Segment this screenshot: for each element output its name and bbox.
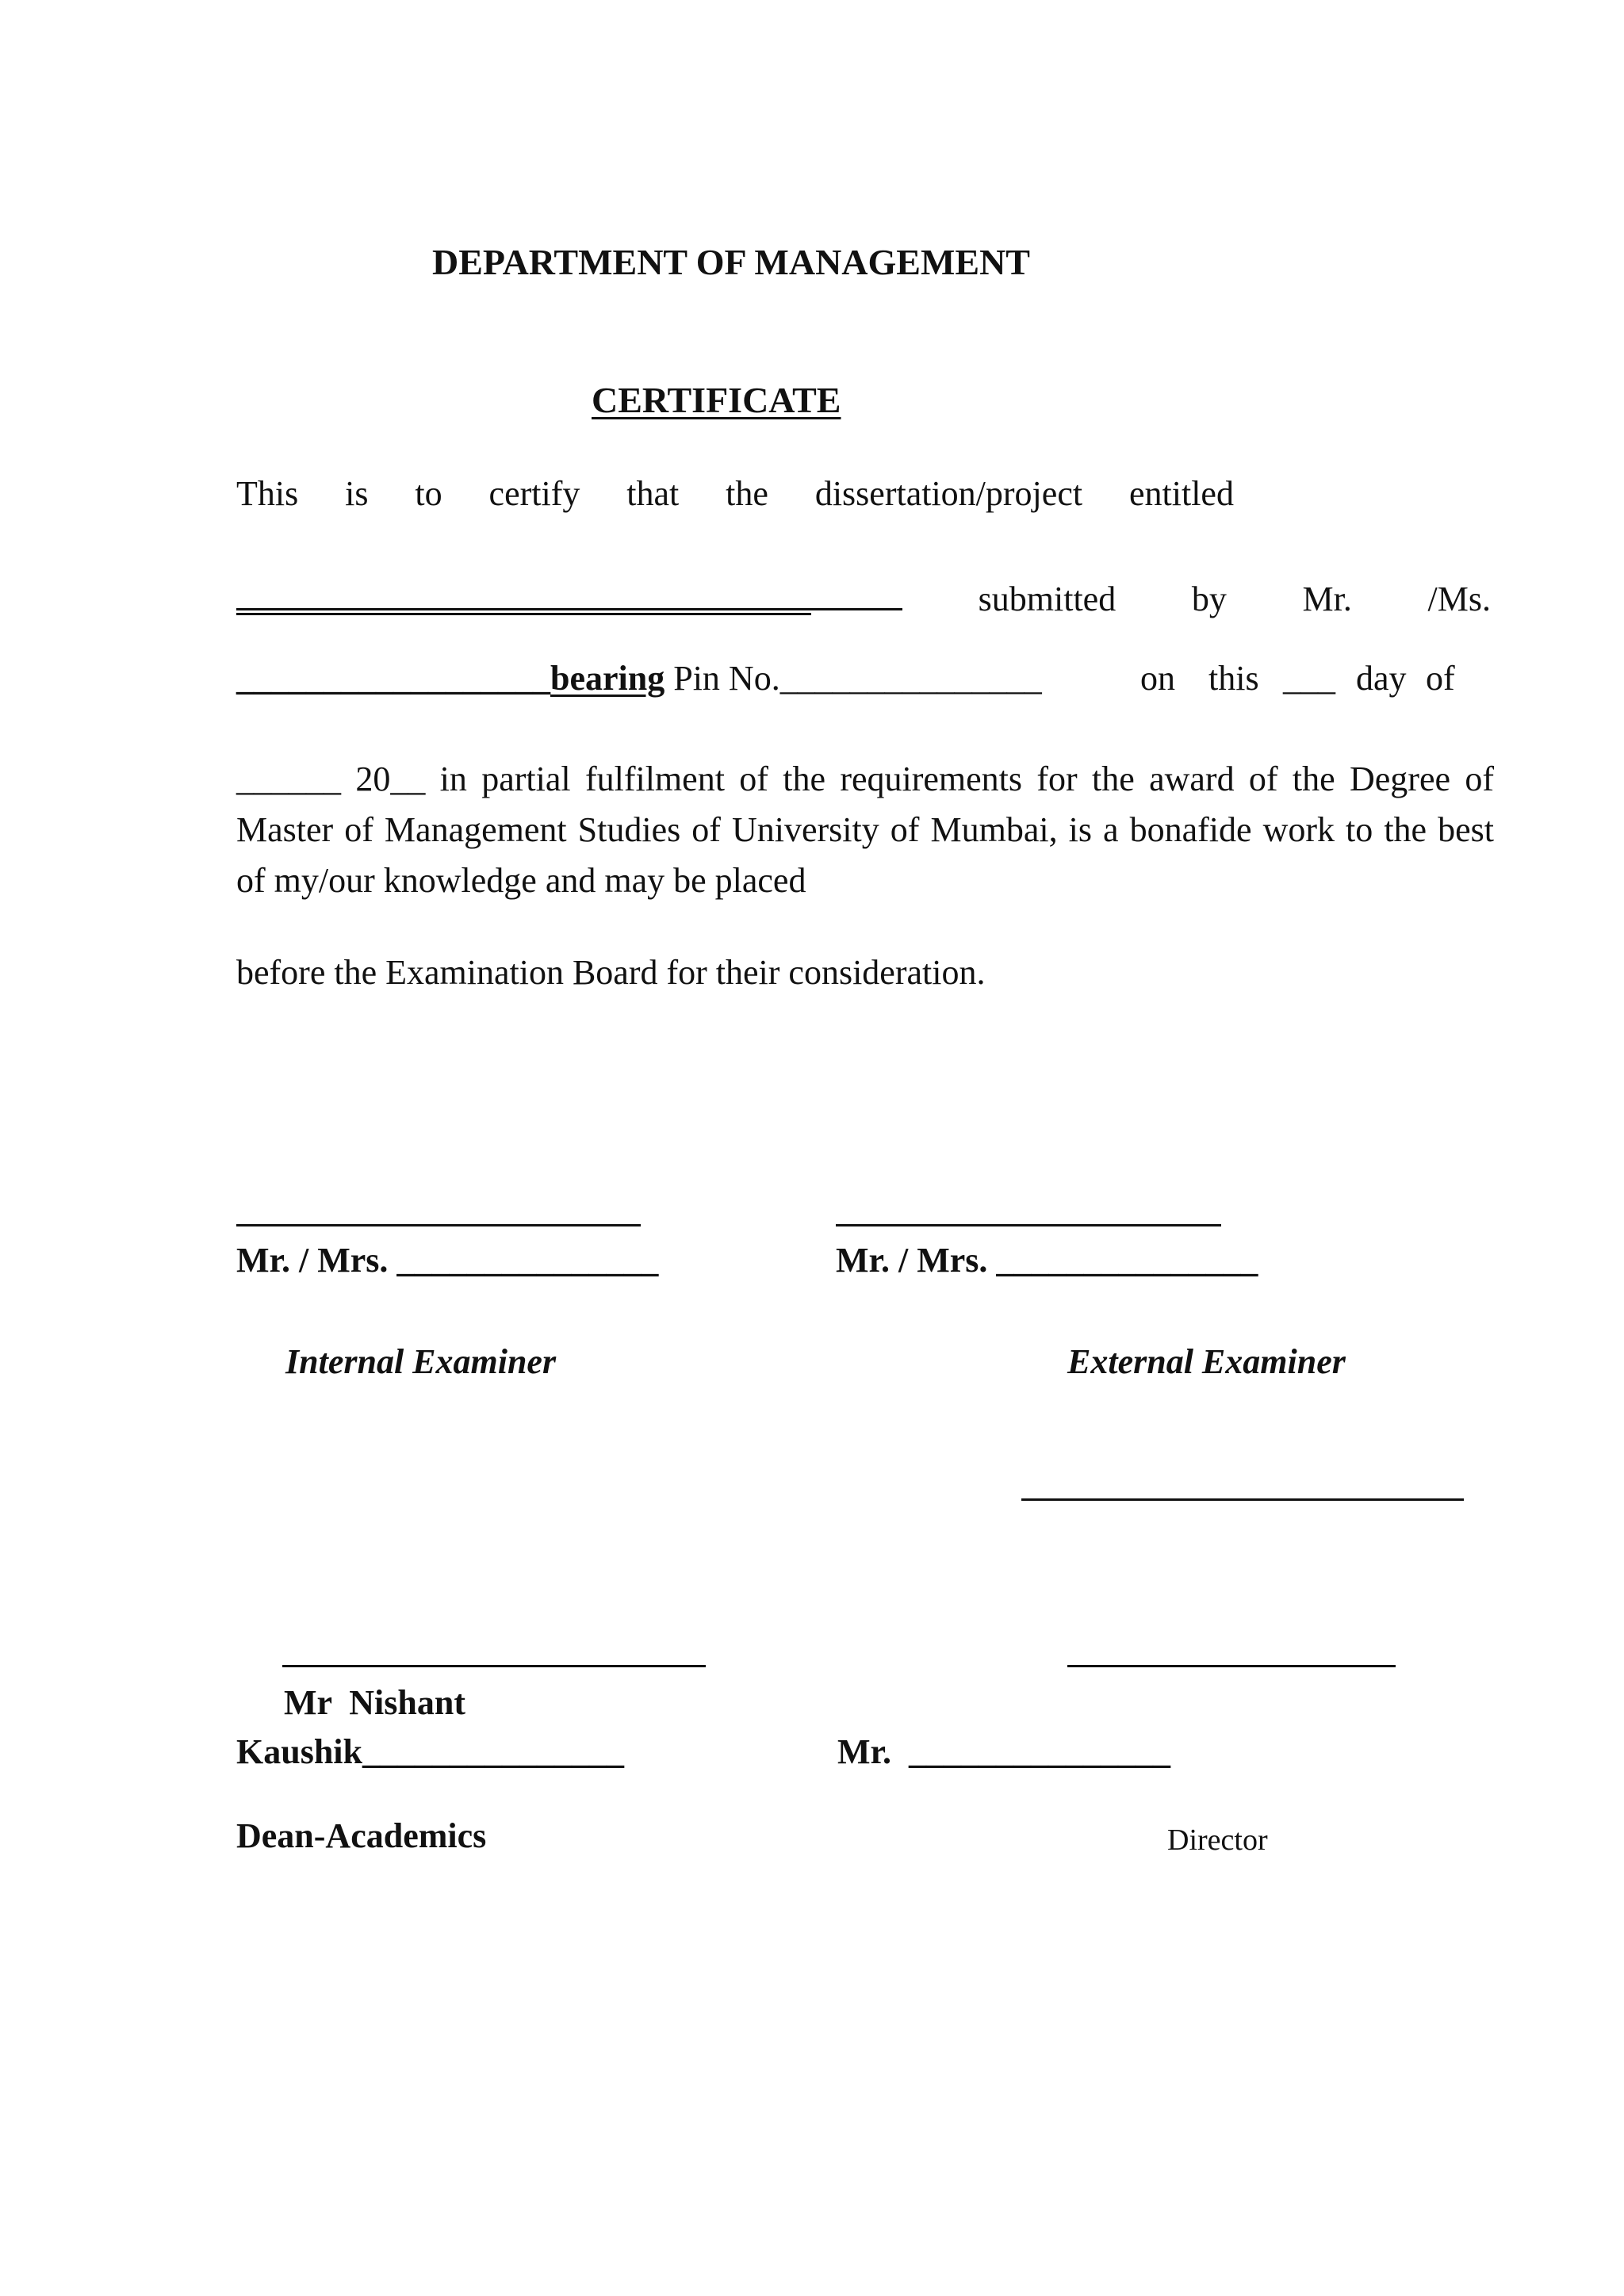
- external-signature-line: [836, 1224, 1221, 1226]
- dean-role: Dean-Academics: [236, 1816, 487, 1855]
- word: Mr.: [1302, 580, 1352, 618]
- body-final-line: before the Examination Board for their consideration.: [236, 953, 986, 992]
- word: dissertation/project: [814, 474, 1083, 513]
- word: certify: [488, 474, 580, 513]
- word: by: [1191, 580, 1227, 618]
- word: this: [1208, 659, 1259, 698]
- word: submitted: [978, 580, 1116, 618]
- extra-signature-line: [1021, 1498, 1464, 1501]
- internal-examiner-role: Internal Examiner: [285, 1342, 557, 1381]
- director-name: Mr. _______________: [837, 1732, 1171, 1771]
- name-underline: __________________: [236, 659, 550, 698]
- name-blank: [236, 661, 1042, 696]
- dean-name-line-1: Mr Nishant: [284, 1683, 465, 1722]
- pin-label: Pin No._______________: [665, 659, 1042, 698]
- word: the: [726, 474, 768, 513]
- dean-name-line-2: Kaushik_______________: [236, 1732, 624, 1771]
- body-line-1: [236, 476, 1234, 511]
- dean-signature-line: [282, 1665, 706, 1667]
- internal-signature-line: [236, 1224, 641, 1226]
- bearing-label: bearing: [550, 659, 665, 698]
- word: on: [1140, 659, 1175, 698]
- word: is: [345, 474, 369, 513]
- word: of: [1426, 659, 1455, 698]
- title-blank: [236, 568, 902, 610]
- body-paragraph: ______ 20__ in partial fulfilment of the requirements for the award of the Degree of Master of Management Studies of University of Mumbai, is a bonafide work to the best of my/our knowledge and may be placed: [236, 760, 1494, 900]
- director-signature-line: [1067, 1665, 1396, 1667]
- department-heading: DEPARTMENT OF MANAGEMENT: [432, 242, 1030, 282]
- internal-examiner-name: Mr. / Mrs. _______________: [236, 1241, 659, 1280]
- word: This: [236, 474, 299, 513]
- word: day: [1356, 659, 1407, 698]
- word: /Ms.: [1427, 580, 1491, 618]
- body-line-2: [236, 568, 1491, 617]
- word: that: [626, 474, 680, 513]
- word: entitled: [1128, 474, 1234, 513]
- external-examiner-role: External Examiner: [1067, 1342, 1346, 1381]
- director-role: Director: [1167, 1823, 1268, 1857]
- word: to: [415, 474, 442, 513]
- certificate-title: CERTIFICATE: [592, 380, 841, 420]
- word: ___: [1283, 659, 1335, 698]
- external-examiner-name: Mr. / Mrs. _______________: [836, 1241, 1258, 1280]
